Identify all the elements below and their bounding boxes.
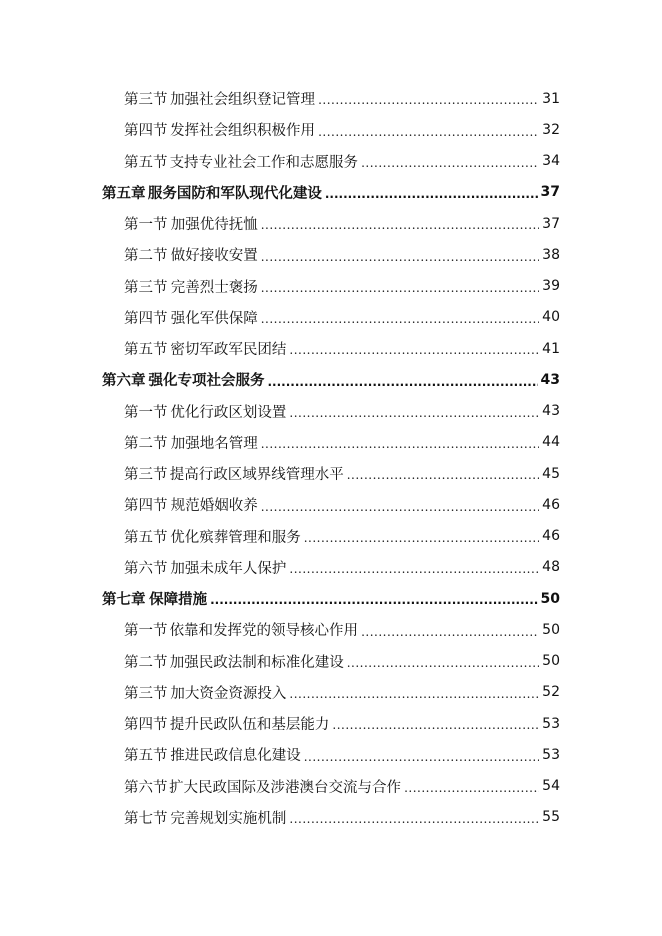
toc-entry-title: 完善规划实施机制 xyxy=(170,810,287,827)
toc-entry-page: 52 xyxy=(542,684,560,701)
dot-leader xyxy=(267,374,537,389)
toc-entry-page: 39 xyxy=(542,278,560,295)
dot-leader xyxy=(261,249,539,264)
toc-entry-number: 第五节 xyxy=(124,154,168,171)
toc-entry-number: 第六节 xyxy=(124,560,168,577)
toc-entry[interactable] xyxy=(0,239,662,270)
toc-entry[interactable] xyxy=(0,646,662,677)
toc-entry[interactable] xyxy=(0,458,662,489)
toc-entry-page: 53 xyxy=(542,715,560,732)
toc-entry[interactable] xyxy=(0,614,662,645)
toc-entry-page: 40 xyxy=(542,309,560,326)
toc-entry[interactable] xyxy=(0,208,662,239)
dot-leader xyxy=(210,592,537,607)
toc-entry[interactable] xyxy=(0,333,662,364)
toc-entry-title: 规范婚姻收养 xyxy=(170,498,258,515)
dot-leader xyxy=(289,686,539,701)
dot-leader xyxy=(289,342,539,357)
dot-leader xyxy=(289,561,539,576)
toc-entry[interactable] xyxy=(0,552,662,583)
toc-entry-title: 保障措施 xyxy=(149,592,208,609)
toc-entry-page: 45 xyxy=(542,465,560,482)
dot-leader xyxy=(347,467,539,482)
toc-entry[interactable] xyxy=(0,396,662,427)
dot-leader xyxy=(304,530,539,545)
toc-entry[interactable] xyxy=(0,739,662,770)
dot-leader xyxy=(261,280,539,295)
toc-entry[interactable] xyxy=(0,677,662,708)
toc-entry-title: 提高行政区域界线管理水平 xyxy=(169,467,344,484)
toc-entry-number: 第三节 xyxy=(124,279,168,296)
toc-entry-title: 强化军供保障 xyxy=(170,310,258,327)
dot-leader xyxy=(261,311,539,326)
toc-entry-title: 发挥社会组织积极作用 xyxy=(170,123,316,140)
toc-entry-number: 第五节 xyxy=(124,342,168,359)
toc-entry-title: 扩大民政国际及涉港澳台交流与合作 xyxy=(169,779,402,796)
dot-leader xyxy=(261,499,539,514)
toc-entry-page: 50 xyxy=(542,621,560,638)
toc-entry-title: 优化行政区划设置 xyxy=(170,404,287,421)
toc-entry-page: 32 xyxy=(542,121,560,138)
toc-entry-number: 第七节 xyxy=(124,810,168,827)
toc-entry-page: 46 xyxy=(542,528,560,545)
dot-leader xyxy=(332,717,539,732)
toc-entry-title: 提升民政队伍和基层能力 xyxy=(169,717,330,734)
toc-entry-title: 加大资金资源投入 xyxy=(170,685,287,702)
toc-entry[interactable] xyxy=(0,271,662,302)
dot-leader xyxy=(361,155,539,170)
toc-entry-page: 53 xyxy=(542,746,560,763)
toc-entry[interactable] xyxy=(0,427,662,458)
toc-entry[interactable] xyxy=(0,489,662,520)
toc-entry[interactable] xyxy=(0,83,662,114)
toc-entry-number: 第二节 xyxy=(124,435,168,452)
toc-entry-page: 48 xyxy=(542,559,560,576)
toc-entry-number: 第一节 xyxy=(124,217,168,234)
toc-entry-number: 第三节 xyxy=(124,685,168,702)
toc-entry[interactable] xyxy=(0,521,662,552)
toc-entry-number: 第二节 xyxy=(124,654,168,671)
toc-entry-page: 43 xyxy=(540,371,560,388)
toc-entry-page: 34 xyxy=(542,153,560,170)
toc-entry-title: 完善烈士褒扬 xyxy=(170,279,258,296)
toc-chapter-entry[interactable] xyxy=(0,364,662,395)
dot-leader xyxy=(261,217,539,232)
toc-entry-page: 50 xyxy=(540,590,560,607)
toc-entry-number: 第四节 xyxy=(124,717,168,734)
toc-entry-number: 第三节 xyxy=(124,467,168,484)
toc-entry-page: 46 xyxy=(542,496,560,513)
toc-entry[interactable] xyxy=(0,802,662,833)
toc-entry-number: 第四节 xyxy=(124,123,168,140)
dot-leader xyxy=(361,624,539,639)
toc-entry-number: 第七章 xyxy=(102,592,146,609)
toc-entry-number: 第五节 xyxy=(124,529,168,546)
toc-entry-page: 41 xyxy=(542,340,560,357)
dot-leader xyxy=(347,655,539,670)
table-of-contents xyxy=(0,83,662,833)
toc-entry-number: 第一节 xyxy=(124,404,168,421)
toc-entry-page: 54 xyxy=(542,778,560,795)
toc-entry-title: 强化专项社会服务 xyxy=(148,373,265,390)
toc-entry-page: 38 xyxy=(542,246,560,263)
toc-entry-title: 加强社会组织登记管理 xyxy=(170,92,316,109)
toc-entry-title: 支持专业社会工作和志愿服务 xyxy=(169,154,359,171)
toc-entry-page: 55 xyxy=(542,809,560,826)
toc-entry-title: 优化殡葬管理和服务 xyxy=(170,529,301,546)
toc-entry-number: 第三节 xyxy=(124,92,168,109)
toc-entry-title: 依靠和发挥党的领导核心作用 xyxy=(169,623,359,640)
dot-leader xyxy=(304,749,539,764)
toc-entry[interactable] xyxy=(0,146,662,177)
dot-leader xyxy=(325,186,538,201)
toc-entry[interactable] xyxy=(0,708,662,739)
dot-leader xyxy=(289,811,539,826)
toc-entry-title: 加强民政法制和标准化建设 xyxy=(169,654,344,671)
toc-entry-number: 第四节 xyxy=(124,498,168,515)
toc-entry-title: 推进民政信息化建设 xyxy=(170,748,301,765)
toc-entry-page: 37 xyxy=(540,184,560,201)
toc-entry-number: 第四节 xyxy=(124,310,168,327)
toc-entry-page: 43 xyxy=(542,403,560,420)
dot-leader xyxy=(404,780,539,795)
dot-leader xyxy=(318,92,539,107)
toc-chapter-entry[interactable] xyxy=(0,583,662,614)
toc-entry-page: 44 xyxy=(542,434,560,451)
toc-entry[interactable] xyxy=(0,114,662,145)
toc-entry-number: 第二节 xyxy=(124,248,168,265)
toc-entry-number: 第五节 xyxy=(124,748,168,765)
toc-entry-title: 加强地名管理 xyxy=(170,435,258,452)
toc-entry-title: 服务国防和军队现代化建设 xyxy=(147,185,322,202)
dot-leader xyxy=(318,124,539,139)
toc-entry-title: 加强未成年人保护 xyxy=(170,560,287,577)
toc-entry-page: 37 xyxy=(542,215,560,232)
toc-entry[interactable] xyxy=(0,302,662,333)
toc-entry-number: 第六节 xyxy=(124,779,168,796)
toc-entry-title: 加强优待抚恤 xyxy=(170,217,258,234)
toc-entry[interactable] xyxy=(0,771,662,802)
toc-entry-page: 31 xyxy=(542,90,560,107)
toc-entry-number: 第一节 xyxy=(124,623,168,640)
toc-entry-page: 50 xyxy=(542,653,560,670)
toc-entry-title: 密切军政军民团结 xyxy=(170,342,287,359)
toc-entry-title: 做好接收安置 xyxy=(170,248,258,265)
dot-leader xyxy=(289,405,539,420)
toc-entry-number: 第五章 xyxy=(102,185,146,202)
toc-entry-number: 第六章 xyxy=(102,373,146,390)
toc-chapter-entry[interactable] xyxy=(0,177,662,208)
dot-leader xyxy=(261,436,539,451)
